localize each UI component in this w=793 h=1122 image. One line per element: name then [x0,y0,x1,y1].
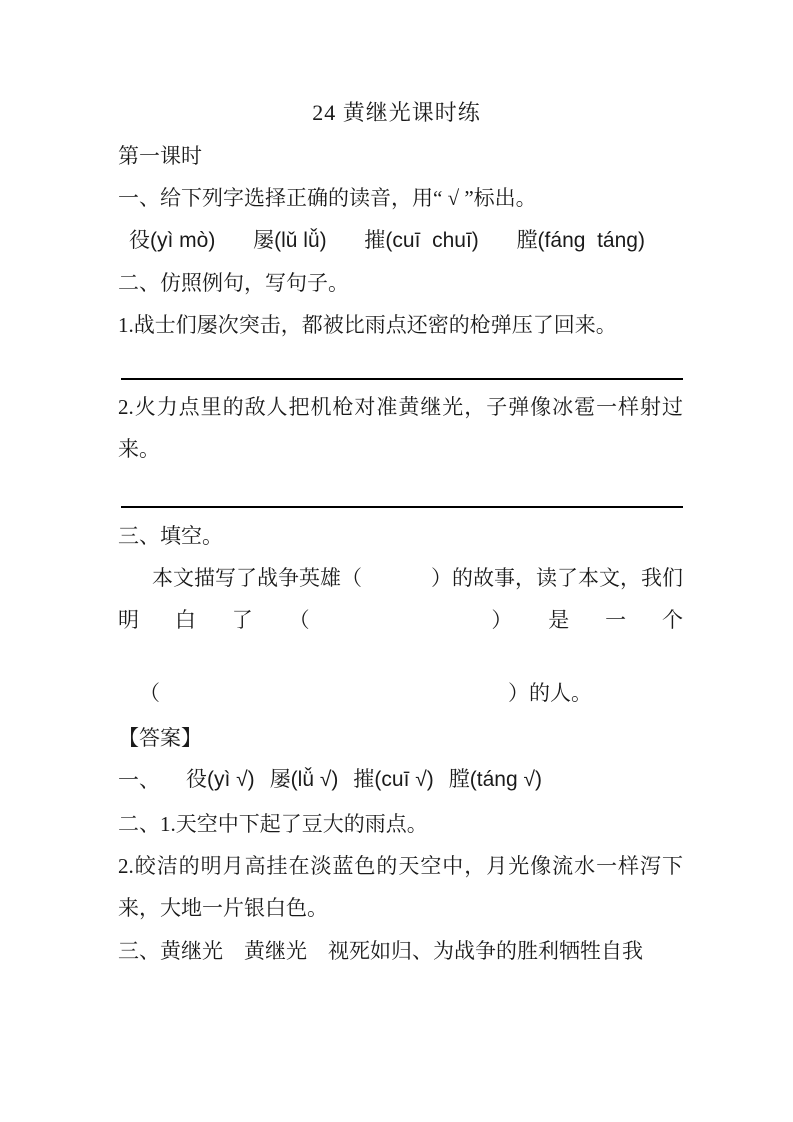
section2-sentence2-line2: 来。 [118,437,160,461]
fill-paren-open: （ [288,608,310,632]
fill-word-yi: 一 [605,608,627,632]
section1-heading: 一、给下列字选择正确的读音，用“ √ ”标出。 [118,186,537,210]
pinyin-option-tang: 膛(fáng táng) [516,229,645,252]
fill-word-ming: 明 [118,608,139,632]
section3-heading: 三、填空。 [118,524,223,548]
pinyin-option-cui: 摧(cuī chuī) [364,229,479,252]
section3-fill-line2 [118,605,683,635]
fill-blank-2 [346,605,456,606]
fill-word-shi: 是 [548,608,570,632]
answer-blank-line-1 [121,378,683,380]
fill-line3-paren-open: （ [139,681,160,705]
fill-line3-close: ）的人。 [508,681,592,705]
session-heading: 第一课时 [118,144,202,168]
answers-section2-line3: 来，大地一片银白色。 [118,896,328,920]
fill-line1-after-blank: ）的故事，读了本文，我们 [431,566,683,590]
fill-word-bai: 白 [174,608,196,632]
answer-yi: 役(yì √) [186,768,255,791]
answer-blank-line-2 [121,506,683,508]
fill-blank-1 [377,563,417,564]
answer-cui: 摧(cuī √) [353,768,434,791]
pinyin-option-lv: 屡(lǔ lǚ) [253,229,327,252]
answers-heading: 【答案】 [118,726,202,750]
answers-section2-line2: 2.皎洁的明月高挂在淡蓝色的天空中，月光像流水一样泻下 [118,854,683,878]
section2-heading: 二、仿照例句，写句子。 [118,271,349,295]
pinyin-option-yi: 役(yì mò) [129,229,216,252]
fill-word-ge: 个 [662,608,683,632]
fill-paren-close: ） [491,608,513,632]
answers-section2-line1: 二、1.天空中下起了豆大的雨点。 [118,812,428,836]
fill-word-le: 了 [231,608,253,632]
section2-sentence2-line1: 2.火力点里的敌人把机枪对准黄继光，子弹像冰雹一样射过 [118,395,683,419]
pinyin-options-row [129,226,645,256]
section2-sentence1: 1.战士们屡次突击，都被比雨点还密的枪弹压了回来。 [118,313,617,337]
page-title: 24 黄继光课时练 [312,100,481,125]
answers-section3-line: 三、黄继光 黄继光 视死如归、为战争的胜利牺牲自我 [118,939,643,963]
section3-fill-line1 [118,563,683,593]
fill-line1-before-blank: 本文描写了战争英雄（ [152,566,362,590]
answer-lv: 屡(lǚ √) [269,768,339,791]
answers-s1-label: 一、 [118,768,160,792]
answer-tang: 膛(táng √) [448,768,542,791]
answers-section1-row [118,765,683,795]
